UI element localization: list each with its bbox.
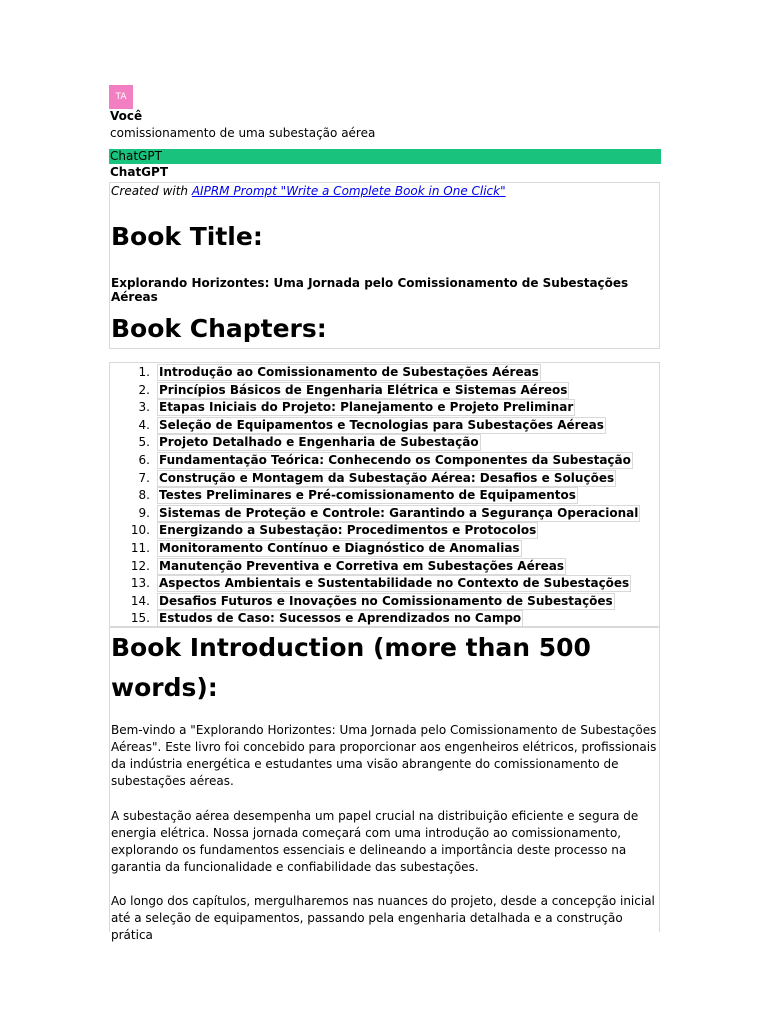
chapter-item [110, 505, 659, 523]
chapter-item [110, 575, 659, 593]
chapter-title: Introdução ao Comissionamento de Subestações Aéreas [159, 365, 539, 379]
user-message: comissionamento de uma subestação aérea [110, 126, 376, 140]
chapter-number: 13. [130, 576, 150, 591]
chapter-number: 11. [130, 540, 150, 555]
chapter-title: Manutenção Preventiva e Corretiva em Subestações Aéreas [159, 558, 565, 573]
chapter-title: Aspectos Ambientais e Sustentabilidade no Contexto de Subestações [159, 576, 630, 591]
chapter-item [110, 540, 659, 558]
chapter-number: 14. [130, 593, 150, 608]
chapter-title: Estudos de Caso: Sucessos e Aprendizados no Campo [159, 611, 522, 626]
user-name: Você [110, 109, 143, 123]
chapter-item [110, 470, 659, 488]
chapter-title: Construção e Montagem da Subestação Aérea: Desafios e Soluções [159, 470, 615, 485]
chapter-item [110, 452, 659, 470]
chapter-item [110, 610, 659, 628]
chapter-item [110, 593, 659, 611]
chapter-number: 12. [130, 558, 150, 573]
intro-paragraph: Bem-vindo a "Explorando Horizontes: Uma Jornada pelo Comissionamento de Subestações Aéreas". Este livro foi concebido para proporcionar aos engenheiros elétricos, profissionais da indústria energética e estudantes uma visão abrangente do comissionamento de subestações aéreas. [111, 723, 657, 788]
book-introduction-heading: Book Introduction (more than 500 words): [111, 633, 591, 702]
chapter-number: 8. [138, 488, 150, 503]
book-title-section [109, 182, 660, 349]
aiprm-prompt-link[interactable]: AIPRM Prompt "Write a Complete Book in One Click" [191, 184, 506, 198]
book-title: Explorando Horizontes: Uma Jornada pelo Comissionamento de Subestações Aéreas [111, 276, 629, 304]
chapter-item [110, 382, 659, 400]
chapter-title: Energizando a Subestação: Procedimentos e Protocolos [159, 523, 537, 538]
chapter-item [110, 522, 659, 540]
created-with-note [111, 184, 506, 198]
book-title-heading: Book Title: [111, 222, 263, 251]
chapters-list [110, 363, 659, 628]
chapter-number: 5. [138, 435, 150, 450]
intro-paragraph: A subestação aérea desempenha um papel crucial na distribuição eficiente e segura de energia elétrica. Nossa jornada começará com uma introdução ao comissionamento, explorando os fundamentos essenciais e delineando a importância deste processo na garantia da funcionalidade e confiabilidade das subestações. [111, 809, 639, 874]
chapter-item [110, 399, 659, 417]
chapter-item [110, 434, 659, 452]
chapter-title: Etapas Iniciais do Projeto: Planejamento e Projeto Preliminar [159, 400, 574, 415]
chapter-title: Desafios Futuros e Inovações no Comissionamento de Subestações [159, 593, 613, 608]
chapter-number: 6. [138, 452, 150, 467]
assistant-name: ChatGPT [110, 165, 169, 179]
chapter-number: 9. [138, 505, 150, 520]
chapters-list-section [109, 362, 660, 627]
chapter-item [110, 558, 659, 576]
chapter-number: 2. [138, 382, 150, 397]
book-introduction-section [109, 627, 660, 942]
created-prefix: Created with [111, 184, 192, 198]
chapter-title: Princípios Básicos de Engenharia Elétrica e Sistemas Aéreos [159, 382, 568, 397]
chapter-title: Monitoramento Contínuo e Diagnóstico de Anomalias [159, 540, 520, 555]
chapter-title: Projeto Detalhado e Engenharia de Subestação [159, 435, 479, 450]
chapter-item [110, 487, 659, 505]
chapter-number: 1. [138, 365, 150, 379]
chapter-number: 10. [130, 523, 150, 538]
chapter-title: Sistemas de Proteção e Controle: Garantindo a Segurança Operacional [159, 505, 639, 520]
chapter-title: Seleção de Equipamentos e Tecnologias para Subestações Aéreas [159, 417, 604, 432]
user-avatar: TA [109, 85, 133, 109]
chapter-number: 3. [138, 400, 150, 415]
chatgpt-bar-label: ChatGPT [110, 149, 162, 163]
chapter-item [110, 417, 659, 435]
chapter-number: 7. [138, 470, 150, 485]
intro-paragraph: Ao longo dos capítulos, mergulharemos nas nuances do projeto, desde a concepção inicial até a seleção de equipamentos, passando pela engenharia detalhada e a construção prática [111, 894, 655, 942]
chapter-item [110, 364, 659, 382]
chapter-title: Testes Preliminares e Pré-comissionamento de Equipamentos [159, 488, 576, 503]
book-chapters-heading: Book Chapters: [111, 314, 327, 343]
chapter-number: 15. [130, 611, 150, 626]
chapter-title: Fundamentação Teórica: Conhecendo os Componentes da Subestação [159, 452, 631, 467]
chapter-number: 4. [138, 417, 150, 432]
chatgpt-header-bar [109, 149, 661, 164]
